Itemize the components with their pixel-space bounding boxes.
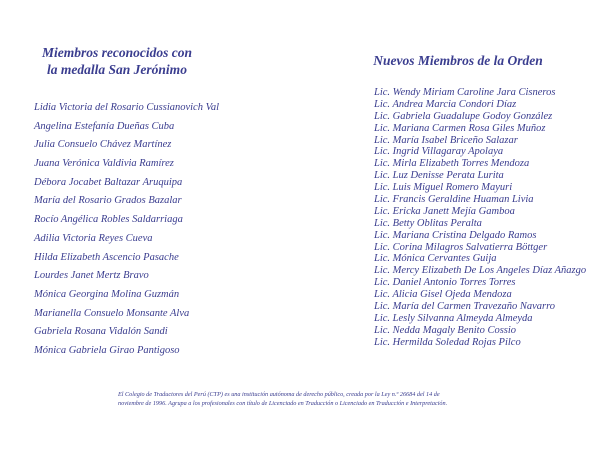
list-item: Lic. Francis Geraldine Huaman Livia	[374, 194, 534, 206]
list-item: Lourdes Janet Mertz Bravo	[34, 270, 149, 282]
footer-note	[118, 390, 523, 408]
list-item: Julia Consuelo Chávez Martínez	[34, 139, 172, 151]
title-line-1: Miembros reconocidos con	[42, 45, 192, 60]
list-item: Lic. Wendy Miriam Caroline Jara Cisneros	[374, 87, 556, 98]
new-members-title: Nuevos Miembros de la Orden	[373, 53, 543, 68]
list-item: María del Rosario Grados Bazalar	[34, 195, 182, 207]
list-item: Gabriela Rosana Vidalón Sandi	[34, 326, 168, 338]
title-line-2: la medalla San Jerónimo	[47, 62, 187, 77]
footer-line-2: noviembre de 1996. Agrupa a los profesionales con título de Licenciado en Traducción o Licenciado en Traducción e Interpretación.	[118, 400, 448, 407]
recognized-members-list	[34, 101, 219, 363]
list-item: Débora Jocabet Baltazar Aruquipa	[34, 176, 183, 188]
list-item: Lic. Ingrid Villagaray Apolaya	[374, 146, 504, 158]
list-item: Lic. Luz Denisse Perata Lurita	[374, 170, 504, 182]
footer-line-1: El Colegio de Traductores del Perú (CTP) es una institución autónoma de derecho público, creada por la Ley n.º 26684 del 14 de	[118, 391, 440, 398]
list-item: Lidia Victoria del Rosario Cussianovich Val	[34, 102, 220, 113]
list-item: Lic. Daniel Antonio Torres Torres	[374, 277, 516, 289]
list-item: Lic. Mariana Carmen Rosa Giles Muñoz	[374, 122, 546, 134]
list-item: Marianella Consuelo Monsante Alva	[34, 307, 190, 319]
list-item: Mónica Georgina Molina Guzmán	[34, 288, 180, 300]
list-item: Lic. Nedda Magaly Benito Cossio	[374, 324, 517, 336]
list-item: Lic. Lesly Silvanna Almeyda Almeyda	[374, 312, 533, 324]
list-item: Hilda Elizabeth Ascencio Pasache	[34, 251, 179, 263]
list-item: Adilia Victoria Reyes Cueva	[34, 232, 153, 244]
new-members-list	[374, 87, 586, 349]
list-item: Lic. María Isabel Briceño Salazar	[374, 134, 518, 146]
list-item: Lic. Luis Miguel Romero Mayuri	[374, 182, 513, 194]
list-item: Juana Verónica Valdivia Ramírez	[34, 158, 174, 170]
list-item: Lic. Betty Oblitas Peralta	[374, 217, 482, 229]
list-item: Lic. Mariana Cristina Delgado Ramos	[374, 229, 537, 241]
list-item: Lic. Alicia Gisel Ojeda Mendoza	[374, 289, 512, 301]
list-item: Angelina Estefanía Dueñas Cuba	[34, 120, 175, 132]
list-item: Lic. Ericka Janett Mejía Gamboa	[374, 205, 515, 217]
list-item: Lic. Mónica Cervantes Guija	[374, 253, 497, 265]
list-item: Rocío Angélica Robles Saldarriaga	[34, 214, 183, 226]
list-item: Lic. Hermilda Soledad Rojas Pilco	[374, 336, 521, 348]
list-item: Lic. Andrea Marcia Condori Díaz	[374, 98, 517, 110]
list-item: Lic. Mirla Elizabeth Torres Mendoza	[374, 158, 530, 170]
list-item: Lic. Corina Milagros Salvatierra Böttger	[374, 241, 548, 253]
list-item: Lic. Gabriela Guadalupe Godoy González	[374, 110, 553, 122]
list-item: Lic. Mercy Elizabeth De Los Angeles Díaz Añazgo	[374, 265, 587, 277]
list-item: Lic. María del Carmen Travezaño Navarro	[374, 301, 556, 313]
recognized-members-title	[22, 44, 212, 78]
list-item: Mónica Gabriela Girao Pantigoso	[34, 344, 180, 356]
